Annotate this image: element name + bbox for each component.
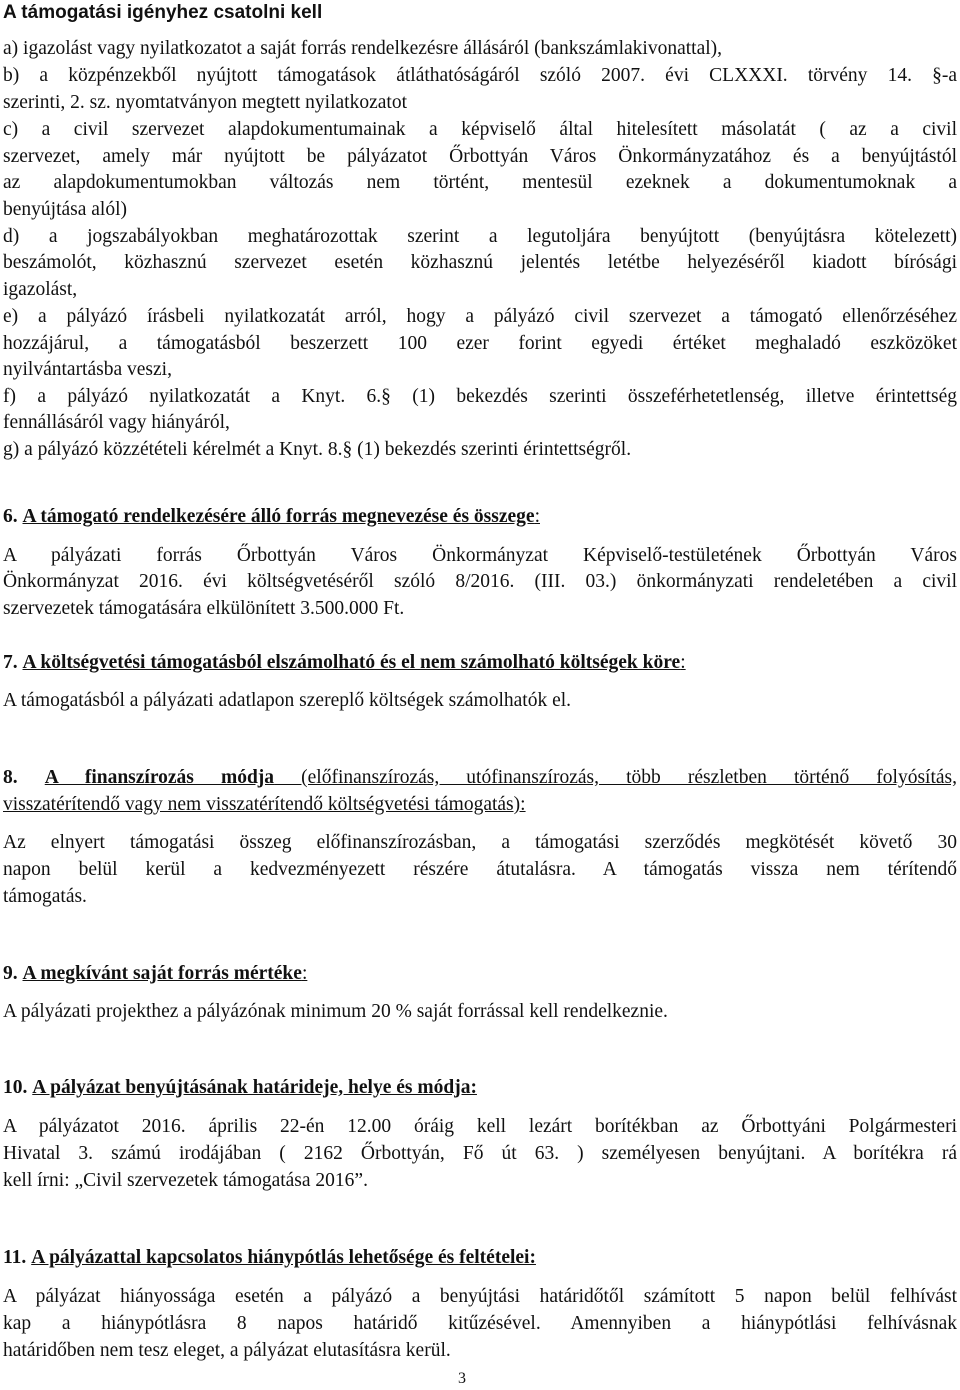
intro-item-f-cont: fennállásáról vagy hiányáról, — [3, 412, 230, 433]
section-10-line-3: kell írni: „Civil szervezetek támogatása 2016”. — [3, 1170, 368, 1191]
section-8-number: 8. — [3, 767, 18, 788]
section-8-title-rest: (előfinanszírozás, utófinanszírozás, több részletben történő folyósítás, — [274, 767, 957, 788]
intro-item-c-cont-2: az alapdokumentumokban változás nem történt, mentesül ezeknek a dokumentumoknak a — [3, 172, 957, 193]
section-11-line-1: A pályázat hiányossága esetén a pályázó a benyújtási határidőtől számított 5 napon belül felhívást — [3, 1286, 957, 1307]
section-6-heading — [3, 504, 957, 530]
section-7-number: 7. — [3, 652, 18, 673]
intro-item-c-cont-1: szervezet, amely már nyújtott be pályázatot Őrbottyán Város Önkormányzatához és a benyújtástól — [3, 146, 957, 167]
intro-item-f: f) a pályázó nyilatkozatát a Knyt. 6.§ (1) bekezdés szerinti összeférhetetlenség, illetve érintettség — [3, 386, 957, 407]
section-8-heading — [3, 765, 957, 791]
intro-item-d: d) a jogszabályokban meghatározottak szerint a legutoljára benyújtott (benyújtásra kötelezett) — [3, 226, 957, 247]
section-6-number: 6. — [3, 506, 18, 527]
intro-item-c: c) a civil szervezet alapdokumentumainak a képviselő által hitelesített másolatát ( az a civil — [3, 119, 957, 140]
intro-item-d-cont-2: igazolást, — [3, 279, 78, 300]
section-9-line-1: A pályázati projekthez a pályázónak minimum 20 % saját forrással kell rendelkeznie. — [3, 1001, 668, 1022]
section-7-heading — [3, 650, 957, 676]
intro-item-g: g) a pályázó közzétételi kérelmét a Knyt. 8.§ (1) bekezdés szerinti érintettségről. — [3, 439, 632, 460]
section-8-title: A finanszírozás módja — [44, 767, 275, 788]
section-7-line-1: A támogatásból a pályázati adatlapon szereplő költségek számolhatók el. — [3, 690, 572, 711]
section-8-line-2: napon belül kerül a kedvezményezett részére átutalásra. A támogatás vissza nem térítendő — [3, 859, 957, 880]
section-11-number: 11. — [3, 1247, 27, 1268]
section-6-colon: : — [534, 506, 540, 527]
section-9-colon: : — [301, 963, 308, 984]
section-6-line-3: szervezetek támogatására elkülönített 3.500.000 Ft. — [3, 598, 405, 619]
section-9-heading — [3, 961, 957, 987]
intro-item-d-cont-1: beszámolót, közhasznú szervezet esetén közhasznú jelentés letétbe helyezéséről kiadott bírósági — [3, 252, 957, 273]
intro-item-b-cont: szerinti, 2. sz. nyomtatványon megtett nyilatkozatot — [3, 92, 407, 113]
section-10-title: A pályázat benyújtásának határideje, helye és módja: — [32, 1077, 477, 1098]
intro-item-a: a) igazolást vagy nyilatkozatot a saját forrás rendelkezésre állásáról (bankszámlakivonattal), — [3, 38, 723, 59]
section-11-heading — [3, 1245, 957, 1271]
intro-item-e-cont-1: hozzájárul, a támogatásból beszerzett 100 ezer forint egyedi értéket meghaladó eszközöket — [3, 333, 957, 354]
intro-item-b: b) a közpénzekből nyújtott támogatások átláthatóságáról szóló 2007. évi CLXXXI. törvény 14. §-a — [3, 65, 957, 86]
section-10-heading — [3, 1075, 957, 1101]
intro-item-e-cont-2: nyilvántartásba veszi, — [3, 359, 172, 380]
section-7-title: A költségvetési támogatásból elszámolható és el nem számolható költségek köre — [22, 652, 681, 673]
page-number: 3 — [458, 1370, 466, 1387]
section-10-number: 10. — [3, 1077, 28, 1098]
section-11-title: A pályázattal kapcsolatos hiánypótlás lehetősége és feltételei: — [31, 1247, 536, 1268]
section-10-line-2: Hivatal 3. számú irodájában ( 2162 Őrbottyán, Fő út 63. ) személyesen benyújtani. A borítékra rá — [3, 1143, 957, 1164]
section-8-heading-cont — [3, 792, 957, 818]
intro-title: A támogatási igényhez csatolni kell — [3, 2, 323, 23]
section-7-colon: : — [680, 652, 686, 673]
intro-item-e: e) a pályázó írásbeli nyilatkozatát arról, hogy a pályázó civil szervezet a támogató ellenőrzéséhez — [3, 306, 957, 327]
section-6-line-1: A pályázati forrás Őrbottyán Város Önkormányzat Képviselő-testületének Őrbottyán Város — [3, 545, 957, 566]
section-8-line-3: támogatás. — [3, 886, 87, 907]
intro-item-c-cont-3: benyújtása alól) — [3, 199, 127, 220]
section-11-line-2: kap a hiánypótlásra 8 napos határidő kitűzésével. Amennyiben a hiánypótlási felhívásnak — [3, 1313, 957, 1334]
section-8-title-line2: visszatérítendő vagy nem visszatérítendő költségvetési támogatás): — [3, 794, 526, 815]
section-9-number: 9. — [3, 963, 18, 984]
section-6-title: A támogató rendelkezésére álló forrás megnevezése és összege — [22, 506, 535, 527]
section-10-line-1: A pályázatot 2016. április 22-én 12.00 óráig kell lezárt borítékban az Őrbottyáni Polgármesteri — [3, 1116, 957, 1137]
section-8-line-1: Az elnyert támogatási összeg előfinanszírozásban, a támogatási szerződés megkötését követő 30 — [3, 832, 957, 853]
section-11-line-3: határidőben nem tesz eleget, a pályázat elutasításra kerül. — [3, 1340, 451, 1361]
section-6-line-2: Önkormányzat 2016. évi költségvetéséről szóló 8/2016. (III. 03.) önkormányzati rendeletében a civil — [3, 571, 957, 592]
section-9-title: A megkívánt saját forrás mértéke — [22, 963, 302, 984]
